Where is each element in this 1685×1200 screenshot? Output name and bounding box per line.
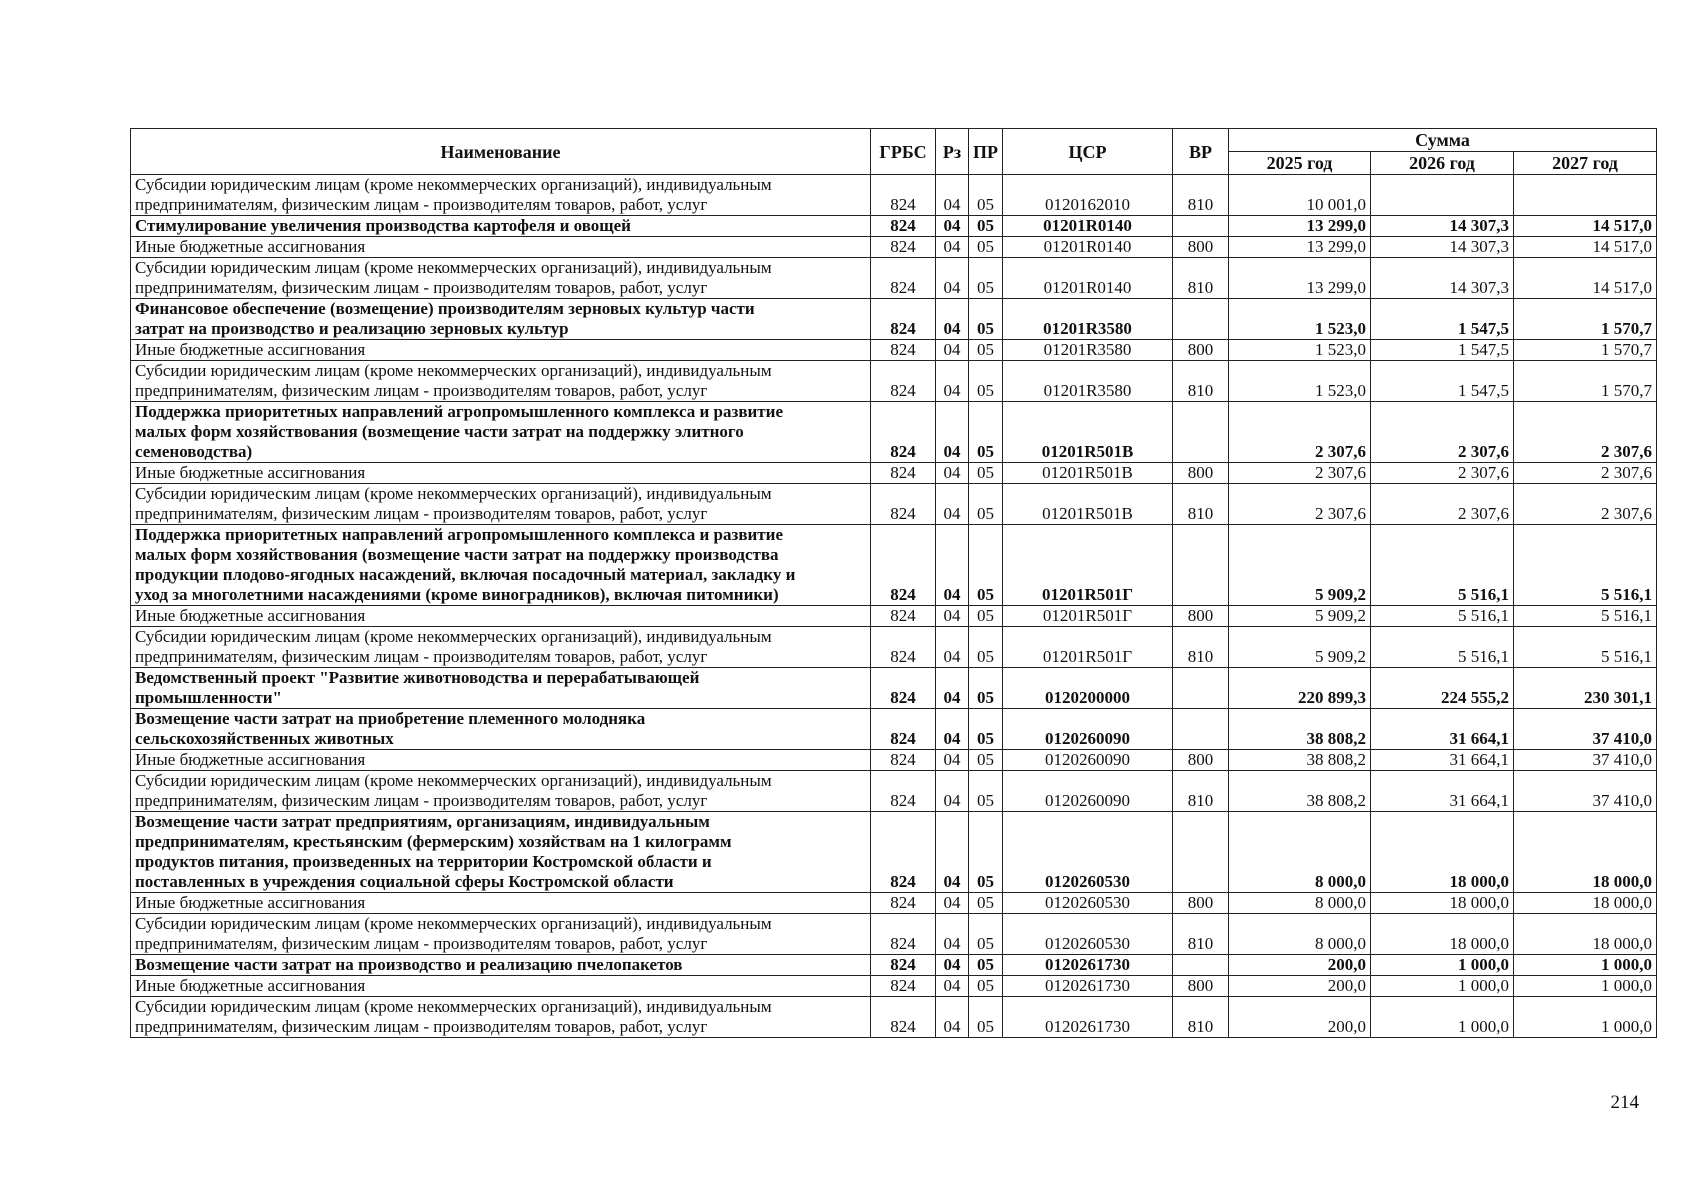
cell-2025: 8 000,0 bbox=[1229, 893, 1371, 914]
cell-2027: 5 516,1 bbox=[1514, 606, 1657, 627]
table-row bbox=[131, 299, 1657, 340]
cell-csr: 0120162010 bbox=[1003, 175, 1173, 216]
table-row bbox=[131, 997, 1657, 1038]
cell-pr: 05 bbox=[969, 709, 1003, 750]
cell-name: Ведомственный проект "Развитие животноводства и перерабатывающей промышленности" bbox=[131, 668, 871, 709]
cell-grbs: 824 bbox=[871, 525, 936, 606]
cell-vr: 810 bbox=[1173, 627, 1229, 668]
cell-vr: 800 bbox=[1173, 463, 1229, 484]
cell-vr bbox=[1173, 812, 1229, 893]
cell-csr: 01201R3580 bbox=[1003, 361, 1173, 402]
cell-2026: 1 547,5 bbox=[1371, 299, 1514, 340]
cell-name: Поддержка приоритетных направлений агропромышленного комплекса и развитие малых форм хозяйствования (возмещение части затрат на поддержку элитного семеноводства) bbox=[131, 402, 871, 463]
cell-2025: 1 523,0 bbox=[1229, 299, 1371, 340]
cell-name: Возмещение части затрат на приобретение племенного молодняка сельскохозяйственных животных bbox=[131, 709, 871, 750]
cell-2026: 18 000,0 bbox=[1371, 893, 1514, 914]
header-csr: ЦСР bbox=[1003, 129, 1173, 175]
cell-rz: 04 bbox=[936, 237, 969, 258]
cell-name: Субсидии юридическим лицам (кроме некоммерческих организаций), индивидуальным предпринимателям, физическим лицам - производителям товаров, работ, услуг bbox=[131, 627, 871, 668]
cell-2025: 13 299,0 bbox=[1229, 237, 1371, 258]
cell-grbs: 824 bbox=[871, 893, 936, 914]
cell-2027: 14 517,0 bbox=[1514, 216, 1657, 237]
cell-2025: 10 001,0 bbox=[1229, 175, 1371, 216]
cell-2025: 13 299,0 bbox=[1229, 258, 1371, 299]
cell-2026: 224 555,2 bbox=[1371, 668, 1514, 709]
cell-csr: 01201R3580 bbox=[1003, 340, 1173, 361]
cell-2027: 230 301,1 bbox=[1514, 668, 1657, 709]
cell-vr bbox=[1173, 216, 1229, 237]
cell-2025: 8 000,0 bbox=[1229, 812, 1371, 893]
cell-rz: 04 bbox=[936, 606, 969, 627]
cell-2027: 5 516,1 bbox=[1514, 525, 1657, 606]
header-rz: Рз bbox=[936, 129, 969, 175]
cell-csr: 01201R0140 bbox=[1003, 237, 1173, 258]
table-row bbox=[131, 668, 1657, 709]
table-row bbox=[131, 914, 1657, 955]
cell-2027: 1 570,7 bbox=[1514, 361, 1657, 402]
cell-grbs: 824 bbox=[871, 484, 936, 525]
cell-name: Иные бюджетные ассигнования bbox=[131, 976, 871, 997]
cell-2025: 38 808,2 bbox=[1229, 771, 1371, 812]
table-row bbox=[131, 361, 1657, 402]
cell-csr: 01201R0140 bbox=[1003, 216, 1173, 237]
cell-rz: 04 bbox=[936, 955, 969, 976]
cell-vr bbox=[1173, 955, 1229, 976]
cell-csr: 0120260090 bbox=[1003, 750, 1173, 771]
cell-vr bbox=[1173, 709, 1229, 750]
cell-pr: 05 bbox=[969, 668, 1003, 709]
cell-grbs: 824 bbox=[871, 402, 936, 463]
cell-grbs: 824 bbox=[871, 606, 936, 627]
table-row bbox=[131, 525, 1657, 606]
table-row bbox=[131, 955, 1657, 976]
cell-csr: 0120260090 bbox=[1003, 709, 1173, 750]
cell-pr: 05 bbox=[969, 237, 1003, 258]
cell-2025: 2 307,6 bbox=[1229, 463, 1371, 484]
cell-2026: 18 000,0 bbox=[1371, 812, 1514, 893]
cell-2026: 1 547,5 bbox=[1371, 340, 1514, 361]
cell-grbs: 824 bbox=[871, 216, 936, 237]
table-row bbox=[131, 237, 1657, 258]
cell-grbs: 824 bbox=[871, 258, 936, 299]
cell-csr: 01201R0140 bbox=[1003, 258, 1173, 299]
cell-2026: 31 664,1 bbox=[1371, 771, 1514, 812]
header-2026: 2026 год bbox=[1371, 152, 1514, 175]
cell-2027: 14 517,0 bbox=[1514, 237, 1657, 258]
cell-name: Иные бюджетные ассигнования bbox=[131, 606, 871, 627]
cell-pr: 05 bbox=[969, 955, 1003, 976]
cell-2026: 1 000,0 bbox=[1371, 976, 1514, 997]
header-vr: ВР bbox=[1173, 129, 1229, 175]
cell-2027: 1 000,0 bbox=[1514, 997, 1657, 1038]
cell-name: Субсидии юридическим лицам (кроме некоммерческих организаций), индивидуальным предпринимателям, физическим лицам - производителям товаров, работ, услуг bbox=[131, 258, 871, 299]
cell-grbs: 824 bbox=[871, 340, 936, 361]
cell-2027: 14 517,0 bbox=[1514, 258, 1657, 299]
cell-vr: 810 bbox=[1173, 258, 1229, 299]
cell-2026: 14 307,3 bbox=[1371, 216, 1514, 237]
cell-2026: 2 307,6 bbox=[1371, 484, 1514, 525]
cell-csr: 0120260530 bbox=[1003, 914, 1173, 955]
cell-rz: 04 bbox=[936, 893, 969, 914]
cell-csr: 01201R3580 bbox=[1003, 299, 1173, 340]
cell-grbs: 824 bbox=[871, 955, 936, 976]
cell-vr bbox=[1173, 402, 1229, 463]
cell-pr: 05 bbox=[969, 216, 1003, 237]
cell-grbs: 824 bbox=[871, 668, 936, 709]
cell-2027: 2 307,6 bbox=[1514, 484, 1657, 525]
cell-name: Субсидии юридическим лицам (кроме некоммерческих организаций), индивидуальным предпринимателям, физическим лицам - производителям товаров, работ, услуг bbox=[131, 361, 871, 402]
cell-rz: 04 bbox=[936, 525, 969, 606]
cell-name: Иные бюджетные ассигнования bbox=[131, 237, 871, 258]
cell-pr: 05 bbox=[969, 812, 1003, 893]
table-row bbox=[131, 463, 1657, 484]
cell-2027: 18 000,0 bbox=[1514, 812, 1657, 893]
cell-2026: 5 516,1 bbox=[1371, 606, 1514, 627]
cell-2027: 1 000,0 bbox=[1514, 955, 1657, 976]
cell-2025: 8 000,0 bbox=[1229, 914, 1371, 955]
cell-name: Иные бюджетные ассигнования bbox=[131, 750, 871, 771]
cell-2027: 2 307,6 bbox=[1514, 402, 1657, 463]
cell-2026: 1 000,0 bbox=[1371, 997, 1514, 1038]
cell-2025: 38 808,2 bbox=[1229, 709, 1371, 750]
cell-2026 bbox=[1371, 175, 1514, 216]
cell-2027: 5 516,1 bbox=[1514, 627, 1657, 668]
cell-vr bbox=[1173, 668, 1229, 709]
cell-csr: 01201R501Г bbox=[1003, 627, 1173, 668]
cell-vr: 800 bbox=[1173, 893, 1229, 914]
cell-grbs: 824 bbox=[871, 361, 936, 402]
cell-grbs: 824 bbox=[871, 976, 936, 997]
cell-pr: 05 bbox=[969, 771, 1003, 812]
cell-vr: 810 bbox=[1173, 484, 1229, 525]
cell-2026: 18 000,0 bbox=[1371, 914, 1514, 955]
cell-grbs: 824 bbox=[871, 175, 936, 216]
cell-grbs: 824 bbox=[871, 997, 936, 1038]
cell-pr: 05 bbox=[969, 484, 1003, 525]
table-row bbox=[131, 627, 1657, 668]
cell-vr bbox=[1173, 525, 1229, 606]
table-row bbox=[131, 175, 1657, 216]
cell-csr: 0120260530 bbox=[1003, 893, 1173, 914]
cell-vr: 800 bbox=[1173, 976, 1229, 997]
cell-pr: 05 bbox=[969, 750, 1003, 771]
header-grbs: ГРБС bbox=[871, 129, 936, 175]
header-2025: 2025 год bbox=[1229, 152, 1371, 175]
cell-name: Поддержка приоритетных направлений агропромышленного комплекса и развитие малых форм хозяйствования (возмещение части затрат на поддержку производства продукции плодово-ягодных насаждений, включая посадочный материал, закладку и уход за многолетними насаждениями (кроме виноградников), включая питомники) bbox=[131, 525, 871, 606]
cell-2025: 5 909,2 bbox=[1229, 627, 1371, 668]
cell-2027: 1 570,7 bbox=[1514, 299, 1657, 340]
table-body bbox=[131, 175, 1657, 1038]
cell-rz: 04 bbox=[936, 709, 969, 750]
cell-grbs: 824 bbox=[871, 709, 936, 750]
table-row bbox=[131, 216, 1657, 237]
cell-vr: 800 bbox=[1173, 750, 1229, 771]
cell-pr: 05 bbox=[969, 525, 1003, 606]
cell-pr: 05 bbox=[969, 627, 1003, 668]
cell-2025: 200,0 bbox=[1229, 976, 1371, 997]
header-sum: Сумма bbox=[1229, 129, 1657, 152]
cell-rz: 04 bbox=[936, 299, 969, 340]
cell-name: Финансовое обеспечение (возмещение) производителям зерновых культур части затрат на производство и реализацию зерновых культур bbox=[131, 299, 871, 340]
cell-name: Иные бюджетные ассигнования bbox=[131, 463, 871, 484]
cell-pr: 05 bbox=[969, 361, 1003, 402]
table-row bbox=[131, 771, 1657, 812]
cell-2025: 5 909,2 bbox=[1229, 606, 1371, 627]
page-number: 214 bbox=[1610, 1092, 1639, 1113]
cell-name: Субсидии юридическим лицам (кроме некоммерческих организаций), индивидуальным предпринимателям, физическим лицам - производителям товаров, работ, услуг bbox=[131, 997, 871, 1038]
cell-2026: 14 307,3 bbox=[1371, 258, 1514, 299]
budget-table bbox=[130, 128, 1657, 1038]
cell-2026: 14 307,3 bbox=[1371, 237, 1514, 258]
cell-pr: 05 bbox=[969, 606, 1003, 627]
header-name: Наименование bbox=[131, 129, 871, 175]
cell-csr: 0120200000 bbox=[1003, 668, 1173, 709]
table-row bbox=[131, 750, 1657, 771]
cell-vr bbox=[1173, 299, 1229, 340]
cell-name: Возмещение части затрат предприятиям, организациям, индивидуальным предпринимателям, крестьянским (фермерским) хозяйствам на 1 килограмм продуктов питания, произведенных на территории Костромской области и поставленных в учреждения социальной сферы Костромской области bbox=[131, 812, 871, 893]
cell-name: Субсидии юридическим лицам (кроме некоммерческих организаций), индивидуальным предпринимателям, физическим лицам - производителям товаров, работ, услуг bbox=[131, 771, 871, 812]
table-row bbox=[131, 893, 1657, 914]
cell-csr: 01201R501Г bbox=[1003, 606, 1173, 627]
cell-vr: 800 bbox=[1173, 237, 1229, 258]
cell-vr: 810 bbox=[1173, 771, 1229, 812]
table-row bbox=[131, 976, 1657, 997]
cell-pr: 05 bbox=[969, 175, 1003, 216]
cell-rz: 04 bbox=[936, 771, 969, 812]
table-row bbox=[131, 340, 1657, 361]
cell-grbs: 824 bbox=[871, 463, 936, 484]
header-2027: 2027 год bbox=[1514, 152, 1657, 175]
cell-2025: 200,0 bbox=[1229, 955, 1371, 976]
cell-pr: 05 bbox=[969, 893, 1003, 914]
cell-vr: 800 bbox=[1173, 606, 1229, 627]
cell-vr: 810 bbox=[1173, 997, 1229, 1038]
cell-rz: 04 bbox=[936, 668, 969, 709]
cell-csr: 0120261730 bbox=[1003, 976, 1173, 997]
cell-2026: 1 547,5 bbox=[1371, 361, 1514, 402]
cell-vr: 810 bbox=[1173, 175, 1229, 216]
cell-vr: 800 bbox=[1173, 340, 1229, 361]
cell-vr: 810 bbox=[1173, 914, 1229, 955]
cell-rz: 04 bbox=[936, 976, 969, 997]
cell-2026: 31 664,1 bbox=[1371, 709, 1514, 750]
cell-2027: 18 000,0 bbox=[1514, 914, 1657, 955]
cell-2026: 31 664,1 bbox=[1371, 750, 1514, 771]
cell-csr: 01201R501B bbox=[1003, 463, 1173, 484]
cell-rz: 04 bbox=[936, 216, 969, 237]
cell-2026: 5 516,1 bbox=[1371, 525, 1514, 606]
cell-rz: 04 bbox=[936, 484, 969, 525]
table-row bbox=[131, 606, 1657, 627]
cell-vr: 810 bbox=[1173, 361, 1229, 402]
cell-csr: 01201R501B bbox=[1003, 402, 1173, 463]
cell-2025: 220 899,3 bbox=[1229, 668, 1371, 709]
cell-pr: 05 bbox=[969, 914, 1003, 955]
cell-name: Субсидии юридическим лицам (кроме некоммерческих организаций), индивидуальным предпринимателям, физическим лицам - производителям товаров, работ, услуг bbox=[131, 175, 871, 216]
cell-2027: 37 410,0 bbox=[1514, 709, 1657, 750]
cell-csr: 0120260530 bbox=[1003, 812, 1173, 893]
cell-rz: 04 bbox=[936, 402, 969, 463]
cell-rz: 04 bbox=[936, 914, 969, 955]
table-row bbox=[131, 402, 1657, 463]
cell-csr: 0120261730 bbox=[1003, 955, 1173, 976]
cell-rz: 04 bbox=[936, 258, 969, 299]
table-row bbox=[131, 709, 1657, 750]
cell-grbs: 824 bbox=[871, 812, 936, 893]
cell-rz: 04 bbox=[936, 175, 969, 216]
cell-2027: 2 307,6 bbox=[1514, 463, 1657, 484]
cell-pr: 05 bbox=[969, 463, 1003, 484]
cell-2026: 5 516,1 bbox=[1371, 627, 1514, 668]
cell-2025: 5 909,2 bbox=[1229, 525, 1371, 606]
cell-grbs: 824 bbox=[871, 771, 936, 812]
table-row bbox=[131, 484, 1657, 525]
cell-2027: 37 410,0 bbox=[1514, 750, 1657, 771]
cell-2027: 18 000,0 bbox=[1514, 893, 1657, 914]
cell-csr: 0120261730 bbox=[1003, 997, 1173, 1038]
cell-csr: 0120260090 bbox=[1003, 771, 1173, 812]
cell-name: Иные бюджетные ассигнования bbox=[131, 340, 871, 361]
table-row bbox=[131, 258, 1657, 299]
cell-name: Иные бюджетные ассигнования bbox=[131, 893, 871, 914]
cell-2025: 13 299,0 bbox=[1229, 216, 1371, 237]
cell-pr: 05 bbox=[969, 340, 1003, 361]
cell-name: Стимулирование увеличения производства картофеля и овощей bbox=[131, 216, 871, 237]
cell-rz: 04 bbox=[936, 812, 969, 893]
cell-rz: 04 bbox=[936, 340, 969, 361]
cell-grbs: 824 bbox=[871, 627, 936, 668]
cell-pr: 05 bbox=[969, 258, 1003, 299]
cell-grbs: 824 bbox=[871, 237, 936, 258]
cell-csr: 01201R501B bbox=[1003, 484, 1173, 525]
cell-name: Субсидии юридическим лицам (кроме некоммерческих организаций), индивидуальным предпринимателям, физическим лицам - производителям товаров, работ, услуг bbox=[131, 914, 871, 955]
cell-2025: 2 307,6 bbox=[1229, 484, 1371, 525]
cell-rz: 04 bbox=[936, 361, 969, 402]
cell-2025: 1 523,0 bbox=[1229, 361, 1371, 402]
cell-rz: 04 bbox=[936, 750, 969, 771]
cell-2027: 1 000,0 bbox=[1514, 976, 1657, 997]
cell-2026: 2 307,6 bbox=[1371, 402, 1514, 463]
cell-name: Субсидии юридическим лицам (кроме некоммерческих организаций), индивидуальным предпринимателям, физическим лицам - производителям товаров, работ, услуг bbox=[131, 484, 871, 525]
cell-csr: 01201R501Г bbox=[1003, 525, 1173, 606]
cell-2025: 2 307,6 bbox=[1229, 402, 1371, 463]
cell-pr: 05 bbox=[969, 997, 1003, 1038]
cell-2025: 38 808,2 bbox=[1229, 750, 1371, 771]
cell-grbs: 824 bbox=[871, 299, 936, 340]
header-pr: ПР bbox=[969, 129, 1003, 175]
cell-grbs: 824 bbox=[871, 750, 936, 771]
cell-rz: 04 bbox=[936, 997, 969, 1038]
cell-2025: 200,0 bbox=[1229, 997, 1371, 1038]
cell-grbs: 824 bbox=[871, 914, 936, 955]
table-row bbox=[131, 812, 1657, 893]
cell-2026: 2 307,6 bbox=[1371, 463, 1514, 484]
cell-pr: 05 bbox=[969, 402, 1003, 463]
cell-rz: 04 bbox=[936, 463, 969, 484]
table-header bbox=[131, 129, 1657, 175]
cell-rz: 04 bbox=[936, 627, 969, 668]
cell-name: Возмещение части затрат на производство и реализацию пчелопакетов bbox=[131, 955, 871, 976]
cell-2027: 1 570,7 bbox=[1514, 340, 1657, 361]
cell-2025: 1 523,0 bbox=[1229, 340, 1371, 361]
cell-pr: 05 bbox=[969, 976, 1003, 997]
cell-pr: 05 bbox=[969, 299, 1003, 340]
cell-2026: 1 000,0 bbox=[1371, 955, 1514, 976]
cell-2027: 37 410,0 bbox=[1514, 771, 1657, 812]
cell-2027 bbox=[1514, 175, 1657, 216]
